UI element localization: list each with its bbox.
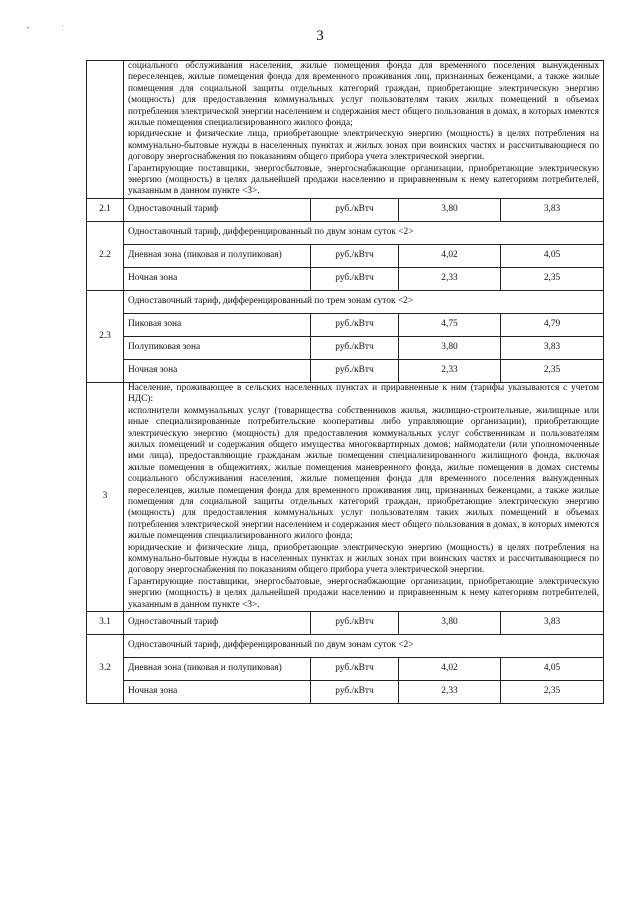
description-paragraph: юридические и физические лица, приобретающие электрическую энергию (мощность) в целях потребления на коммунально-бытовые нужды в населенных пунктах и жилых зонах при воинских частях и рассчитывающиеся по договору энергоснабжения по показаниям общего прибора учета электрической энергии.	[128, 129, 600, 163]
table-row	[87, 267, 604, 290]
table-row	[87, 612, 604, 635]
value-period-2: 2,35	[501, 359, 604, 382]
description-paragraph: исполнители коммунальных услуг (товарищества собственников жилья, жилищно-строительные, жилищные или иные специализированные потребительские кооперативы либо управляющие организации), приобретающие электрическую энергию (мощность) для предоставления коммунальных услуг собственникам и пользователям жилых помещений и содержания общего имущества многоквартирных домов; наймодатели (или уполномоченные ими лица), предоставляющие гражданам жилые помещения специализированного жилищного фонда, включая жилые помещения в общежитиях, жилые помещения маневренного фонда, жилые помещения в домах системы социального обслуживания населения, жилые помещения фонда для временного поселения вынужденных переселенцев, жилые помещения фонда для временного проживания лиц, признанных беженцами, а также жилые помещения для социальной защиты отдельных категорий граждан, приобретающие электрическую энергию (мощность) для предоставления коммунальных услуг пользователям таких жилых помещений в объемах потребления электрической энергии населением и содержания мест общего пользования в домах, в которых имеются жилые помещения специализированного жилого фонда;	[128, 405, 600, 542]
unit: руб./кВтч	[311, 612, 399, 635]
value-period-1: 4,75	[399, 313, 501, 336]
table-row-section-3	[87, 382, 604, 611]
table-row	[87, 313, 604, 336]
table-row	[87, 244, 604, 267]
row-number: 3	[87, 382, 124, 611]
page-number: 3	[316, 28, 324, 44]
zone-name: Пиковая зона	[124, 313, 311, 336]
zone-name: Ночная зона	[124, 681, 311, 704]
table-row	[87, 198, 604, 221]
value-period-2: 3,83	[501, 612, 604, 635]
value-period-1: 3,80	[399, 612, 501, 635]
value-period-2: 2,35	[501, 267, 604, 290]
row-number: 3.2	[87, 635, 124, 704]
row-number: 2.2	[87, 221, 124, 290]
zone-name: Дневная зона (пиковая и полупиковая)	[124, 244, 311, 267]
unit: руб./кВтч	[311, 244, 399, 267]
row-number: 3.1	[87, 612, 124, 635]
zone-name: Ночная зона	[124, 359, 311, 382]
scan-speck: '	[62, 25, 64, 31]
value-period-2: 2,35	[501, 681, 604, 704]
consumer-description	[124, 61, 604, 199]
description-paragraph: Население, проживающее в сельских населенных пунктах и приравненные к ним (тарифы указываются с учетом НДС):	[128, 382, 600, 405]
value-period-2: 4,05	[501, 244, 604, 267]
row-number: 2.3	[87, 290, 124, 382]
value-period-1: 2,33	[399, 359, 501, 382]
unit: руб./кВтч	[311, 313, 399, 336]
table-row	[87, 635, 604, 658]
description-paragraph: юридические и физические лица, приобретающие электрическую энергию (мощность) в целях потребления на коммунально-бытовые нужды в населенных пунктах и жилых зонах при воинских частях и рассчитывающиеся по договору энергоснабжения по показаниям общего прибора учета электрической энергии.	[128, 542, 600, 576]
unit: руб./кВтч	[311, 336, 399, 359]
table-row	[87, 290, 604, 313]
table-row	[87, 658, 604, 681]
value-period-1: 4,02	[399, 244, 501, 267]
value-period-1: 4,02	[399, 658, 501, 681]
tariff-group-title: Одноставочный тариф, дифференцированный по трем зонам суток <2>	[124, 290, 604, 313]
description-paragraph: Гарантирующие поставщики, энергосбытовые, энергоснабжающие организации, приобретающие электрическую энергию (мощность) в целях дальнейшей продажи населению и приравненным к нему категориям потребителей, указанным в данном пункте <3>.	[128, 576, 600, 610]
value-period-2: 3,83	[501, 336, 604, 359]
unit: руб./кВтч	[311, 681, 399, 704]
value-period-1: 3,80	[399, 336, 501, 359]
description-paragraph: социального обслуживания населения, жилые помещения фонда для временного поселения вынужденных переселенцев, жилые помещения фонда для временного проживания лиц, признанных беженцами, а также жилые помещения для социальной защиты отдельных категорий граждан, приобретающие электрическую энергию (мощность) для предоставления коммунальных услуг пользователям таких жилых помещений в объемах потребления электрической энергии населением и содержания мест общего пользования в домах, в которых имеются жилые помещения специализированного жилого фонда;	[128, 61, 600, 129]
value-period-1: 2,33	[399, 681, 501, 704]
row-number-cell	[87, 61, 124, 199]
value-period-2: 4,79	[501, 313, 604, 336]
tariff-name: Одноставочный тариф	[124, 612, 311, 635]
tariff-group-title: Одноставочный тариф, дифференцированный по двум зонам суток <2>	[124, 635, 604, 658]
consumer-description	[124, 382, 604, 611]
zone-name: Полупиковая зона	[124, 336, 311, 359]
description-paragraph: Гарантирующие поставщики, энергосбытовые, энергоснабжающие организации, приобретающие электрическую энергию (мощность) в целях дальнейшей продажи населению и приравненным к нему категориям потребителей, указанным в данном пункте <3>.	[128, 163, 600, 197]
unit: руб./кВтч	[311, 359, 399, 382]
zone-name: Ночная зона	[124, 267, 311, 290]
scan-speck: •	[27, 26, 30, 32]
tariff-group-title: Одноставочный тариф, дифференцированный по двум зонам суток <2>	[124, 221, 604, 244]
value-period-2: 3,83	[501, 198, 604, 221]
table-row	[87, 681, 604, 704]
unit: руб./кВтч	[311, 658, 399, 681]
value-period-2: 4,05	[501, 658, 604, 681]
tariff-name: Одноставочный тариф	[124, 198, 311, 221]
table-row	[87, 336, 604, 359]
value-period-1: 2,33	[399, 267, 501, 290]
zone-name: Дневная зона (пиковая и полупиковая)	[124, 658, 311, 681]
unit: руб./кВтч	[311, 267, 399, 290]
tariff-table	[86, 60, 604, 704]
row-number: 2.1	[87, 198, 124, 221]
value-period-1: 3,80	[399, 198, 501, 221]
table-row	[87, 221, 604, 244]
table-row	[87, 359, 604, 382]
unit: руб./кВтч	[311, 198, 399, 221]
table-row-section-2-continuation	[87, 61, 604, 199]
